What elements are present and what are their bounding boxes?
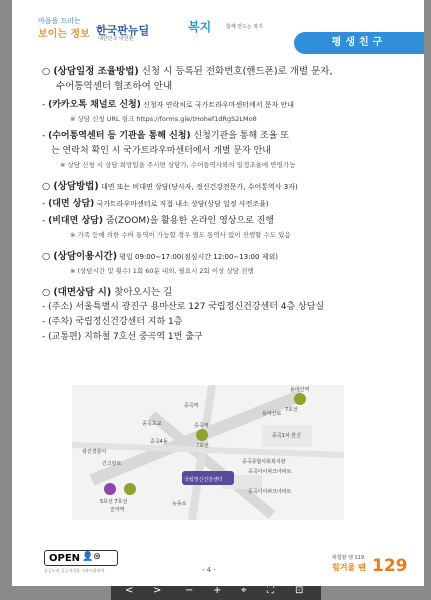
- logo-title: 복지: [188, 20, 212, 34]
- section-text: 신청 시 등록된 전화번호(핸드폰)로 개별 문자,: [138, 66, 333, 77]
- helpline-title: 힘겨울 땐: [332, 563, 366, 572]
- map-drawing: [72, 385, 344, 520]
- section-title: (상담이용시간): [53, 251, 118, 262]
- map-label: 긴고랑로: [102, 461, 122, 467]
- section-text: 평일 09:00∼17:00(점심시간 12:00∼13:00 제외): [117, 253, 278, 261]
- map-label: 광진경찰서: [82, 449, 107, 455]
- page-header: [12, 0, 424, 62]
- license-icons: 👤⊜: [82, 552, 101, 562]
- sub-item-text: 는 연락처 확인 시 국가트라우마센터에서 개별 문자 안내: [51, 146, 271, 156]
- section-title: (상담방법): [53, 181, 99, 192]
- map-label: 중곡4동: [150, 439, 168, 445]
- location-map: [72, 385, 344, 520]
- sub-item-title: (수어통역센터 등 기관을 통해 신청): [48, 131, 191, 141]
- sub-item: - (대면 상담) 국가트라우마센터로 직접 내소 상담(상담 일정 사전조율): [42, 199, 269, 209]
- map-label: 용마산역: [290, 387, 310, 393]
- map-label: 능동로: [172, 501, 187, 507]
- zoom-in-button[interactable]: +: [213, 585, 222, 596]
- directions-line: - (교통편) 지하철 7호선 중곡역 1번 출구: [42, 332, 203, 342]
- note: ※ 상담 신청 URL 링크 https://forms.gle/tHohef1dRgS2LMo8: [70, 115, 257, 123]
- map-label: 중곡역: [194, 423, 209, 429]
- sub-item: - (비대면 상담) 줌(ZOOM)을 활용한 온라인 영상으로 진행: [42, 216, 275, 226]
- sub-item-title: (대면 상담): [48, 199, 95, 209]
- logo-new-deal: [96, 14, 156, 44]
- logo-caption: 대한민국 대전환: [98, 36, 134, 42]
- logo-caption: 마음을 드리는: [38, 17, 81, 25]
- sub-item: - (수어통역센터 등 기관을 통해 신청) 신청기관을 통해 조율 또: [42, 131, 289, 141]
- sub-item-text: 줌(ZOOM)을 활용한 온라인 영상으로 진행: [102, 216, 275, 226]
- note: ※ 가족 등에 의한 수어 통역이 가능할 경우 별도 통역사 없이 진행할 수도 있음: [70, 231, 291, 239]
- map-label: 중곡초교: [142, 421, 162, 427]
- document-body: [42, 62, 412, 345]
- map-label: 중곡아이파크아파트: [248, 489, 292, 495]
- page-footer: [12, 540, 424, 586]
- sub-item-text: 국가트라우마센터로 직접 내소 상담(상담 일정 사전조율): [94, 200, 269, 208]
- shrink-icon[interactable]: ⊡: [295, 585, 304, 596]
- section-heading: ○ (상담일정 조율방법) 신청 시 등록된 전화번호(핸드폰)로 개별 문자,: [42, 66, 333, 77]
- open-license-badge: OPEN: [44, 550, 118, 566]
- logo-welfare: [188, 18, 283, 38]
- logo-title: 한국판뉴딜: [96, 24, 150, 37]
- section-text: 수어통역센터 협조하여 안내: [56, 81, 173, 92]
- sub-item-text: 신청기관을 통해 조율 또: [190, 131, 289, 141]
- sub-item-text: 신청자 연락처로 국가트라우마센터에서 문자 안내: [140, 101, 294, 109]
- helpline-caption: 위험할 땐 119: [332, 555, 365, 561]
- zoom-out-button[interactable]: −: [185, 585, 194, 596]
- section-heading: ○ (상담방법) 대면 또는 비대면 상담(당사자, 정신건강전문가, 수어통역사 3자): [42, 181, 298, 192]
- license-caption: 공공누리 공공저작물 자유이용허락: [44, 568, 105, 573]
- logo-title: 보이는 정보: [38, 29, 90, 40]
- header-tag: 평생친구: [294, 32, 424, 54]
- logo-caption: 함께 만드는 복지: [226, 24, 263, 30]
- map-label: 중곡아이파크아파트: [248, 469, 292, 475]
- map-label: 중곡종합사회복지관: [242, 459, 286, 465]
- sub-item: - (카카오톡 채널로 신청) 신청자 연락처로 국가트라우마센터에서 문자 안내: [42, 100, 294, 110]
- directions-line: - (주소) 서울특별시 광진구 용마산로 127 국립정신건강센터 4층 상담실: [42, 302, 325, 312]
- helpline-logo: [332, 554, 408, 580]
- next-page-button[interactable]: >: [153, 585, 162, 596]
- section-text: 대면 또는 비대면 상담(당사자, 정신건강전문가, 수어통역사 3자): [98, 183, 298, 191]
- note: ※ (상담시간 및 횟수) 1회 60분 내외, 필요시 2회 이상 상담 진행: [70, 267, 254, 275]
- viewer-toolbar: [111, 586, 321, 600]
- map-label: 5호선 7호선: [100, 499, 128, 505]
- section-title: (대면상담 시): [53, 287, 112, 298]
- prev-page-button[interactable]: <: [125, 585, 134, 596]
- map-label: 중곡1차 한신: [272, 433, 301, 439]
- map-label: 국립정신건강센터: [184, 477, 223, 483]
- helpline-number: 129: [372, 556, 408, 576]
- map-label: 7호선: [196, 443, 209, 449]
- logo-government: [38, 14, 90, 44]
- fit-page-icon[interactable]: ⌖: [241, 585, 247, 596]
- directions-line: - (주차) 국립정신건강센터 지하 1층: [42, 317, 183, 327]
- sub-item-title: (카카오톡 채널로 신청): [48, 100, 141, 110]
- section-text: 찾아오시는 길: [111, 287, 173, 298]
- map-label: 7호선: [285, 407, 298, 413]
- document-page: [12, 0, 424, 586]
- map-label: 군자역: [110, 507, 125, 513]
- section-title: (상담일정 조율방법): [53, 66, 139, 77]
- map-label: 중곡역: [184, 403, 199, 409]
- page-number: - 4 -: [202, 566, 216, 574]
- map-label: 용마산로: [262, 411, 282, 417]
- section-heading: ○ (상담이용시간) 평일 09:00∼17:00(점심시간 12:00∼13:00 제외): [42, 251, 278, 262]
- sub-item-title: (비대면 상담): [48, 216, 103, 226]
- note: ※ 상담 신청 시 상담 희망일을 주시면 상담가, 수어통역사와의 일정조율에 반영가능: [60, 161, 296, 169]
- section-heading: ○ (대면상담 시) 찾아오시는 길: [42, 287, 173, 298]
- expand-icon[interactable]: ⛶: [267, 585, 274, 596]
